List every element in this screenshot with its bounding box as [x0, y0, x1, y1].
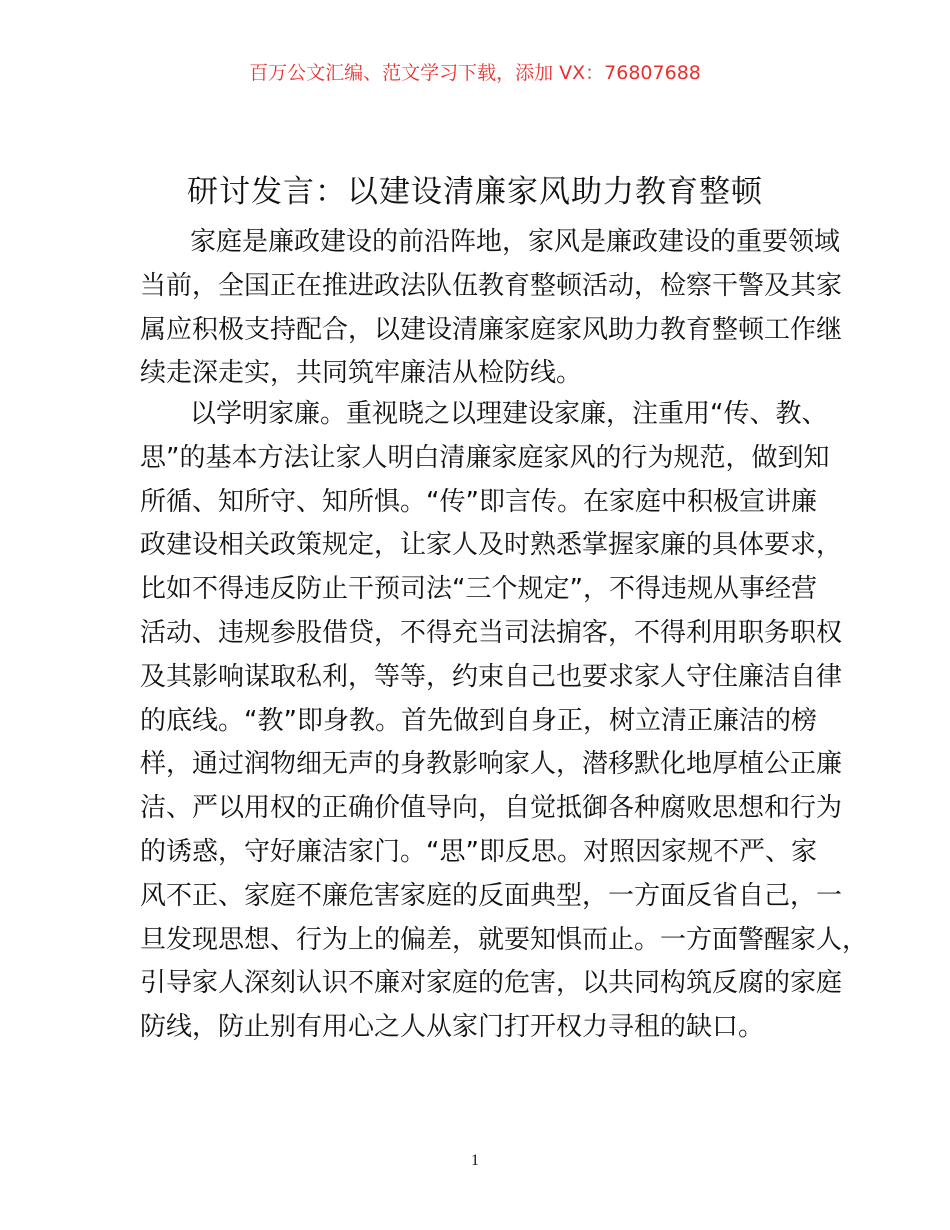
text-line: 所循、知所守、知所惧。“传”即言传。在家庭中积极宣讲廉 — [140, 486, 817, 517]
text-line: 思”的基本方法让家人明白清廉家庭家风的行为规范，做到知 — [140, 442, 830, 473]
document-title: 研讨发言：以建设清廉家风助力教育整顿 — [187, 174, 763, 210]
text-line: 样，通过润物细无声的身教影响家人，潜移默化地厚植公正廉 — [140, 749, 843, 780]
text-line: 及其影响谋取私利，等等，约束自己也要求家人守住廉洁自律 — [140, 661, 843, 692]
text-line: 以学明家廉。重视晓之以理建设家廉，注重用“传、教、 — [190, 399, 828, 429]
text-line: 家庭是廉政建设的前沿阵地，家风是廉政建设的重要领域 — [190, 227, 841, 257]
page-number: 1 — [471, 1152, 479, 1169]
text-line: 洁、严以用权的正确价值导向，自觉抵御各种腐败思想和行为 — [140, 793, 843, 824]
text-line: 当前，全国正在推进政法队伍教育整顿活动，检察干警及其家 — [140, 270, 843, 301]
text-line: 引导家人深刻认识不廉对家庭的危害，以共同构筑反腐的家庭 — [140, 968, 843, 999]
text-line: 政建设相关政策规定，让家人及时熟悉掌握家廉的具体要求， — [140, 530, 843, 561]
text-line: 的诱惑，守好廉洁家门。“思”即反思。对照因家规不严、家 — [140, 836, 817, 867]
watermark-header: 百万公文汇编、范文学习下载，添加 VX：76807688 — [249, 62, 701, 84]
text-line: 续走深走实，共同筑牢廉洁从检防线。 — [140, 358, 583, 389]
paragraph-1 — [140, 221, 843, 396]
text-line: 旦发现思想、行为上的偏差，就要知惧而止。一方面警醒家人， — [140, 924, 869, 955]
text-line: 比如不得违反防止干预司法“三个规定”，不得违规从事经营 — [140, 574, 817, 605]
text-line: 风不正、家庭不廉危害家庭的反面典型，一方面反省自己，一 — [140, 880, 843, 911]
text-line: 活动、违规参股借贷，不得充当司法掮客，不得利用职务职权 — [140, 617, 843, 648]
text-line: 防线，防止别有用心之人从家门打开权力寻租的缺口。 — [140, 1012, 765, 1043]
text-line: 的底线。“教”即身教。首先做到自身正，树立清正廉洁的榜 — [140, 705, 817, 736]
paragraph-2 — [140, 393, 869, 1050]
text-line: 属应积极支持配合，以建设清廉家庭家风助力教育整顿工作继 — [140, 314, 843, 345]
